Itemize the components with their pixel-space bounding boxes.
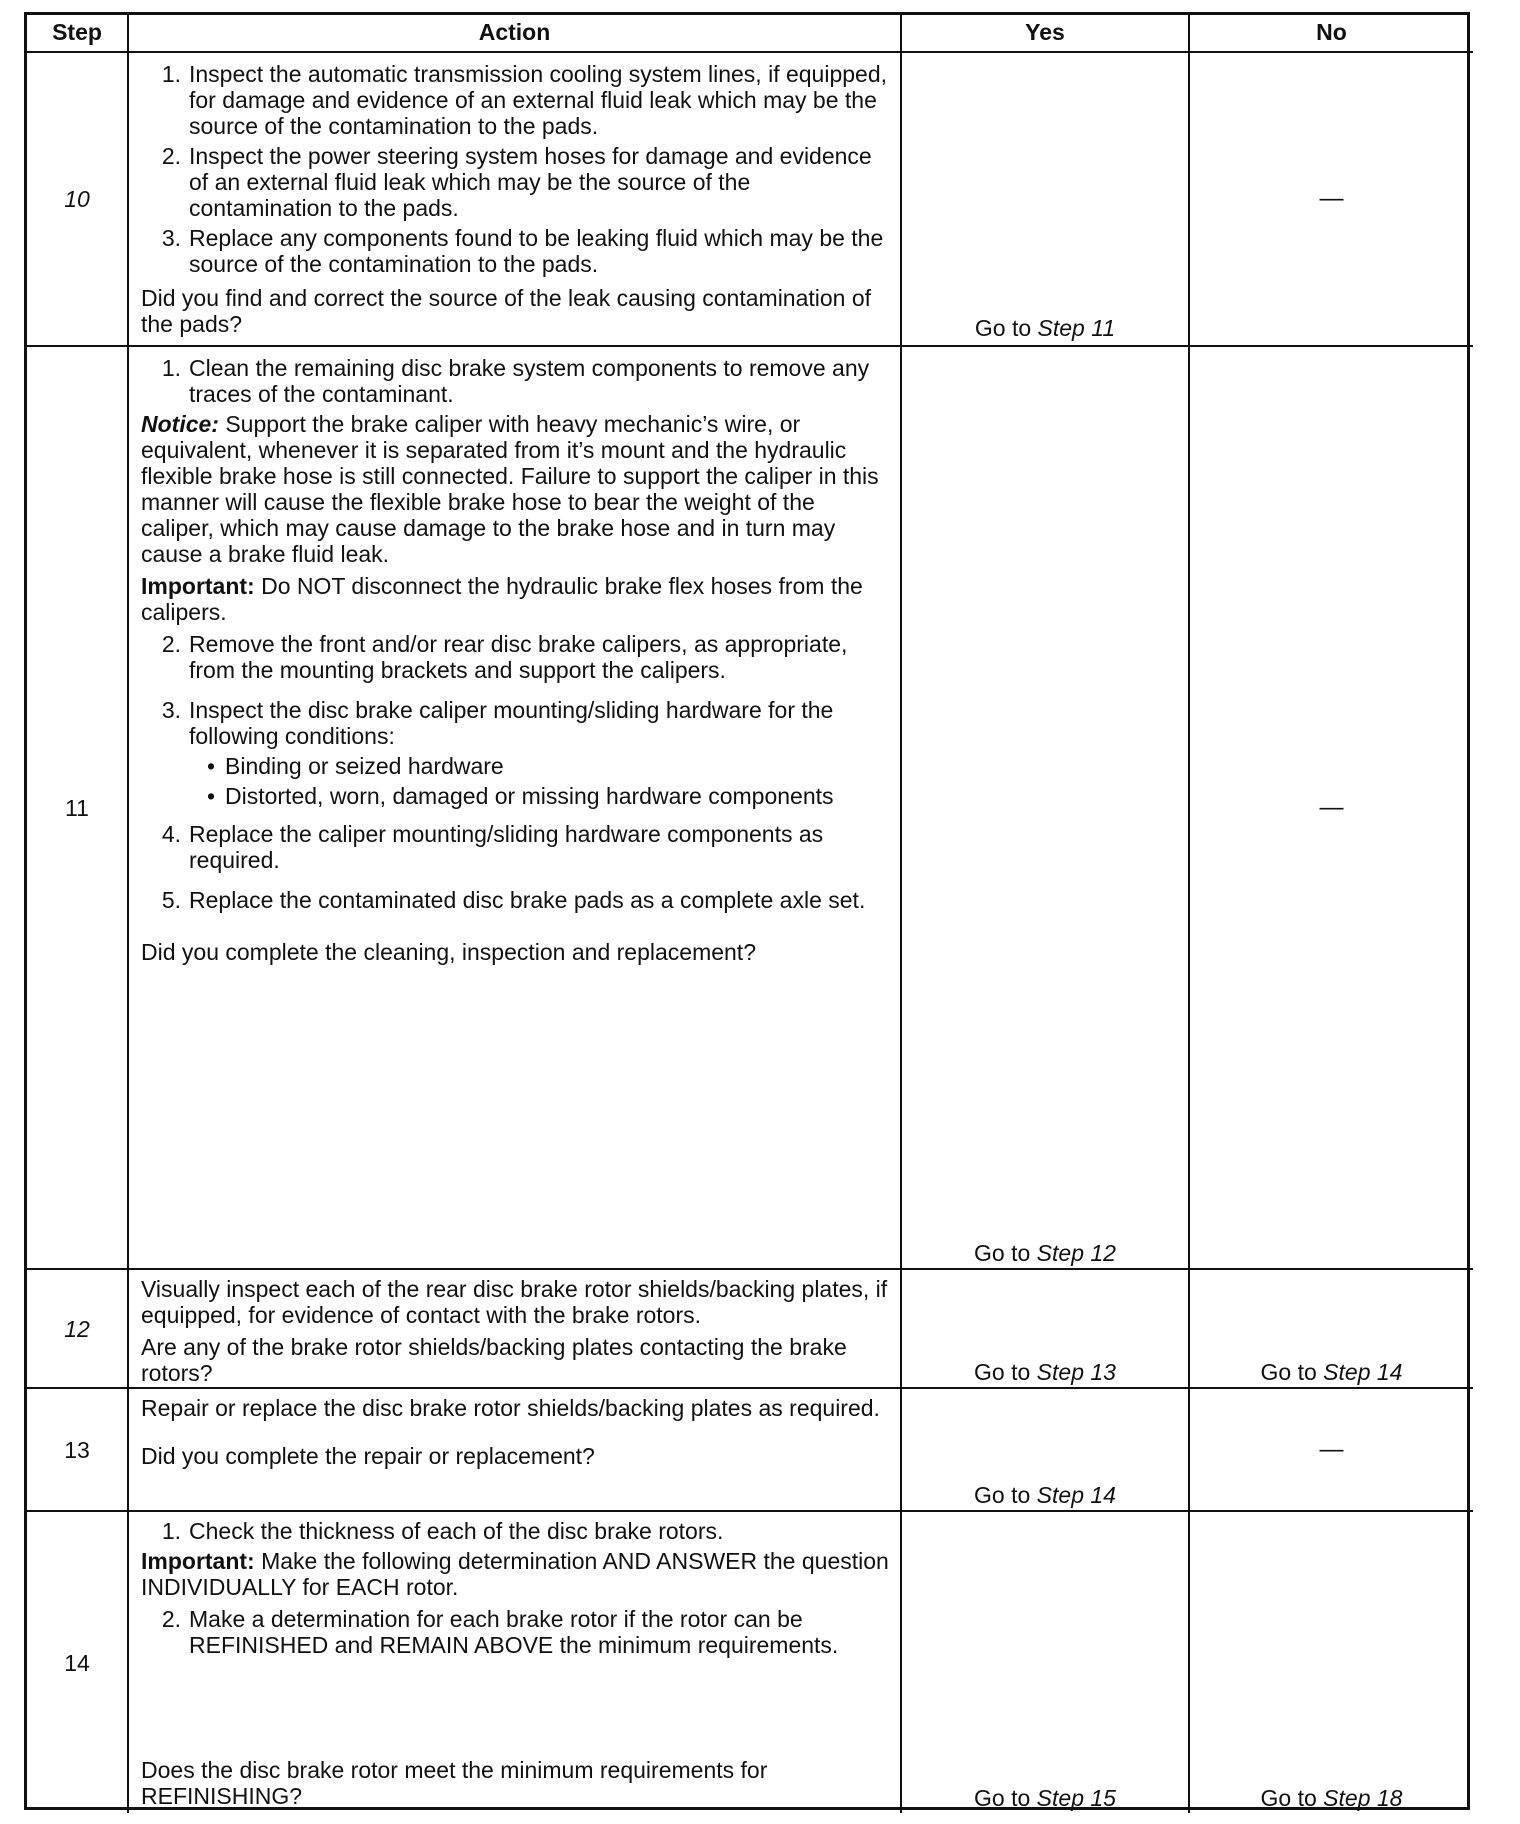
action-item: 3. Replace any components found to be leaking fluid which may be the source of the contamination to the pads. [161,225,884,277]
goto-link[interactable]: Go to Step 11 [974,315,1116,341]
important-paragraph: Important: Do NOT disconnect the hydraulic brake flex hoses from the calipers. [141,573,863,625]
question: Did you find and correct the source of the leak causing contamination of the pads? [141,285,872,337]
no-step-13 [1190,1389,1473,1512]
action-item: 5. Replace the contaminated disc brake pads as a complete axle set. [161,887,866,913]
no-dash: — [1319,793,1344,821]
yes-step-12 [902,1270,1190,1389]
action-item: 2. Inspect the power steering system hoses for damage and evidence of an external fluid leak which may be the source of the contamination to the pads. [161,143,872,221]
yes-step-14 [902,1512,1190,1813]
no-step-11 [1190,347,1473,1270]
step-number-13: 13 [27,1389,129,1512]
action-item: 1. Check the thickness of each of the disc brake rotors. [161,1518,724,1544]
notice-paragraph: Notice: Support the brake caliper with heavy mechanic’s wire, or equivalent, whenever it is separated from it’s mount and the hydraulic flexible brake hose is still connected. Failure to support the caliper in this manner will cause the flexible brake hose to bear the weight of the caliper, which may cause damage to the brake hose and in turn may cause a brake fluid leak. [141,411,879,567]
question: Did you complete the cleaning, inspection and replacement? [141,939,756,965]
no-dash: — [1319,185,1344,212]
question: Does the disc brake rotor meet the minimum requirements for REFINISHING? [141,1757,768,1809]
yes-step-11 [902,347,1190,1270]
goto-link[interactable]: Go to Step 14 [1260,1359,1403,1385]
bullet-item: • Distorted, worn, damaged or missing hardware components [206,783,834,809]
goto-link[interactable]: Go to Step 13 [974,1359,1116,1385]
action-step-11 [129,347,902,1270]
goto-link[interactable]: Go to Step 12 [974,1240,1116,1266]
important-paragraph: Important: Make the following determination AND ANSWER the question INDIVIDUALLY for EACH rotor. [141,1548,889,1600]
diagnostic-table [24,12,1470,1810]
action-step-14 [129,1512,902,1813]
step-number-11: 11 [27,347,129,1270]
goto-link[interactable]: Go to Step 18 [1260,1785,1403,1811]
no-step-14 [1190,1512,1473,1813]
header-action: Action [129,15,902,53]
question: Are any of the brake rotor shields/backing plates contacting the brake rotors? [141,1334,847,1386]
yes-step-13 [902,1389,1190,1512]
important-label: Important: [141,1548,255,1574]
action-item: 1. Inspect the automatic transmission cooling system lines, if equipped, for damage and evidence of an external fluid leak which may be the source of the contamination to the pads. [161,61,888,139]
action-step-10 [129,53,902,347]
question: Did you complete the repair or replacement? [141,1443,595,1469]
action-step-13 [129,1389,902,1512]
no-step-10 [1190,53,1473,347]
action-item: 3. Inspect the disc brake caliper mounting/sliding hardware for the following conditions: [161,697,834,749]
action-text: Visually inspect each of the rear disc brake rotor shields/backing plates, if equipped, for evidence of contact with the brake rotors. [141,1276,888,1328]
header-yes: Yes [902,15,1190,53]
goto-link[interactable]: Go to Step 14 [974,1482,1116,1508]
step-number-12: 12 [27,1270,129,1389]
action-item: 4. Replace the caliper mounting/sliding hardware components as required. [161,821,824,873]
no-dash: — [1319,1435,1344,1463]
action-text: Repair or replace the disc brake rotor shields/backing plates as required. [141,1395,880,1421]
yes-step-10 [902,53,1190,347]
step-number-10: 10 [27,53,129,347]
header-step: Step [27,15,129,53]
notice-label: Notice: [141,411,219,437]
action-item: 2. Make a determination for each brake rotor if the rotor can be REFINISHED and REMAIN ABOVE the minimum requirements. [161,1606,839,1658]
action-item: 2. Remove the front and/or rear disc brake calipers, as appropriate, from the mounting brackets and support the calipers. [161,631,848,683]
step-number-14: 14 [27,1512,129,1813]
goto-link[interactable]: Go to Step 15 [974,1785,1116,1811]
action-item: 1. Clean the remaining disc brake system components to remove any traces of the contaminant. [161,355,870,407]
header-no: No [1190,15,1473,53]
bullet-item: • Binding or seized hardware [206,753,504,779]
no-step-12 [1190,1270,1473,1389]
action-step-12 [129,1270,902,1389]
important-label: Important: [141,573,255,599]
